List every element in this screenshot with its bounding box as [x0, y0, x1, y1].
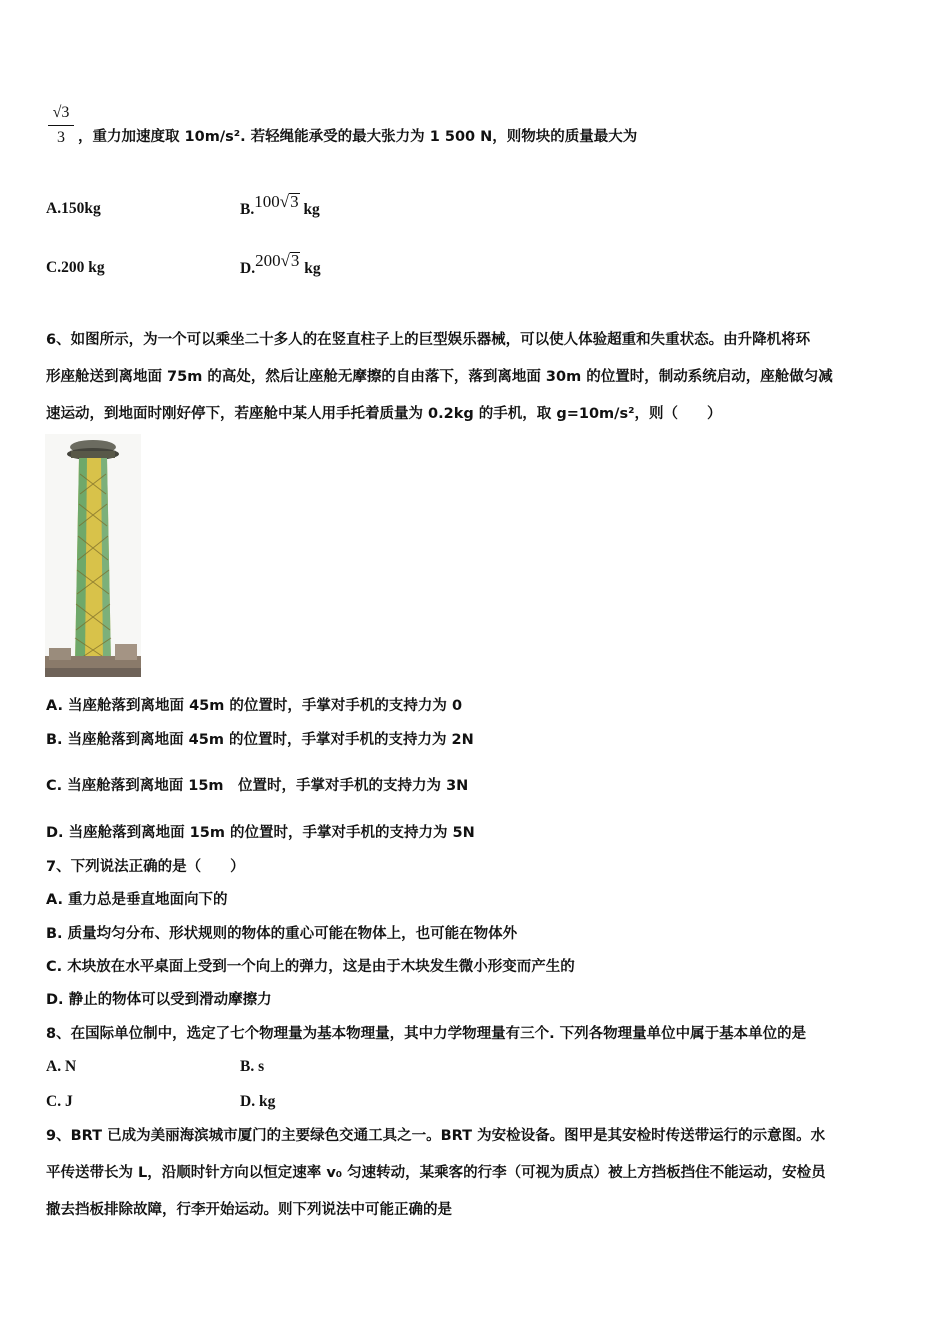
q6-stem-line-2: 形座舱送到离地面 75m 的高处，然后让座舱无摩擦的自由落下，落到离地面 30m 的位置时，制动系统启动，座舱做匀减 [46, 369, 833, 385]
q5-stem: ，重力加速度取 10m/s². 若轻绳能承受的最大张力为 1 500 N，则物块的质量最大为 [78, 129, 638, 145]
q6-option-b: B. 当座舱落到离地面 45m 的位置时，手掌对手机的支持力为 2N [46, 732, 474, 748]
q7-option-d: D. 静止的物体可以受到滑动摩擦力 [46, 992, 272, 1008]
fraction-numerator: √3 [52, 104, 70, 121]
option-d-prefix: D. [240, 260, 256, 277]
q6-option-c: C. 当座舱落到离地面 15m 位置时，手掌对手机的支持力为 3N [46, 778, 469, 794]
q8-option-a: A. N [46, 1058, 77, 1075]
q7-option-c: C. 木块放在水平桌面上受到一个向上的弹力，这是由于木块发生微小形变而产生的 [46, 959, 575, 975]
option-d-unit: kg [300, 260, 321, 277]
q6-stem-line-1: 6、如图所示，为一个可以乘坐二十多人的在竖直柱子上的巨型娱乐器械，可以使人体验超重和失重状态。由升降机将环 [46, 332, 811, 348]
q8-option-d: D. kg [240, 1093, 276, 1110]
option-b-math: 100√3 [254, 192, 299, 211]
q9-stem-line-1: 9、BRT 已成为美丽海滨城市厦门的主要绿色交通工具之一。BRT 为安检设备。图甲是其安检时传送带运行的示意图。水 [46, 1128, 826, 1144]
option-d-math: 200√3 [255, 251, 300, 270]
q5-option-d [240, 251, 321, 279]
q7-option-b: B. 质量均匀分布、形状规则的物体的重心可能在物体上，也可能在物体外 [46, 926, 518, 942]
amusement-tower-photo [45, 434, 141, 677]
option-d-coefficient: 200 [255, 251, 281, 270]
q5-option-c: C.200 kg [46, 259, 105, 276]
q9-stem-line-3: 撤去挡板排除故障，行李开始运动。则下列说法中可能正确的是 [46, 1202, 452, 1218]
fraction-bar [48, 125, 74, 126]
q8-option-b: B. s [240, 1058, 265, 1075]
q8-stem: 8、在国际单位制中，选定了七个物理量为基本物理量，其中力学物理量有三个. 下列各物理量单位中属于基本单位的是 [46, 1026, 807, 1042]
fraction-denominator: 3 [57, 129, 65, 146]
q6-stem-line-3: 速运动，到地面时刚好停下，若座舱中某人用手托着质量为 0.2kg 的手机，取 g=10m/s²，则（ ） [46, 406, 722, 422]
option-b-coefficient: 100 [254, 192, 280, 211]
q7-stem: 7、下列说法正确的是（ ） [46, 859, 245, 875]
q6-option-d: D. 当座舱落到离地面 15m 的位置时，手掌对手机的支持力为 5N [46, 825, 475, 841]
q5-option-a: A.150kg [46, 200, 101, 217]
option-d-radicand: 3 [290, 251, 300, 270]
sqrt3-over-3-fraction [46, 102, 76, 149]
q5-option-b [240, 192, 320, 220]
option-b-unit: kg [299, 201, 320, 218]
q9-stem-line-2: 平传送带长为 L，沿顺时针方向以恒定速率 v₀ 匀速转动，某乘客的行李（可视为质点）被上方挡板挡住不能运动，安检员 [46, 1165, 826, 1181]
q6-option-a: A. 当座舱落到离地面 45m 的位置时，手掌对手机的支持力为 0 [46, 698, 463, 714]
q8-option-c: C. J [46, 1093, 73, 1110]
option-b-radicand: 3 [290, 192, 299, 211]
option-b-prefix: B. [240, 201, 255, 218]
q7-option-a: A. 重力总是垂直地面向下的 [46, 892, 228, 908]
